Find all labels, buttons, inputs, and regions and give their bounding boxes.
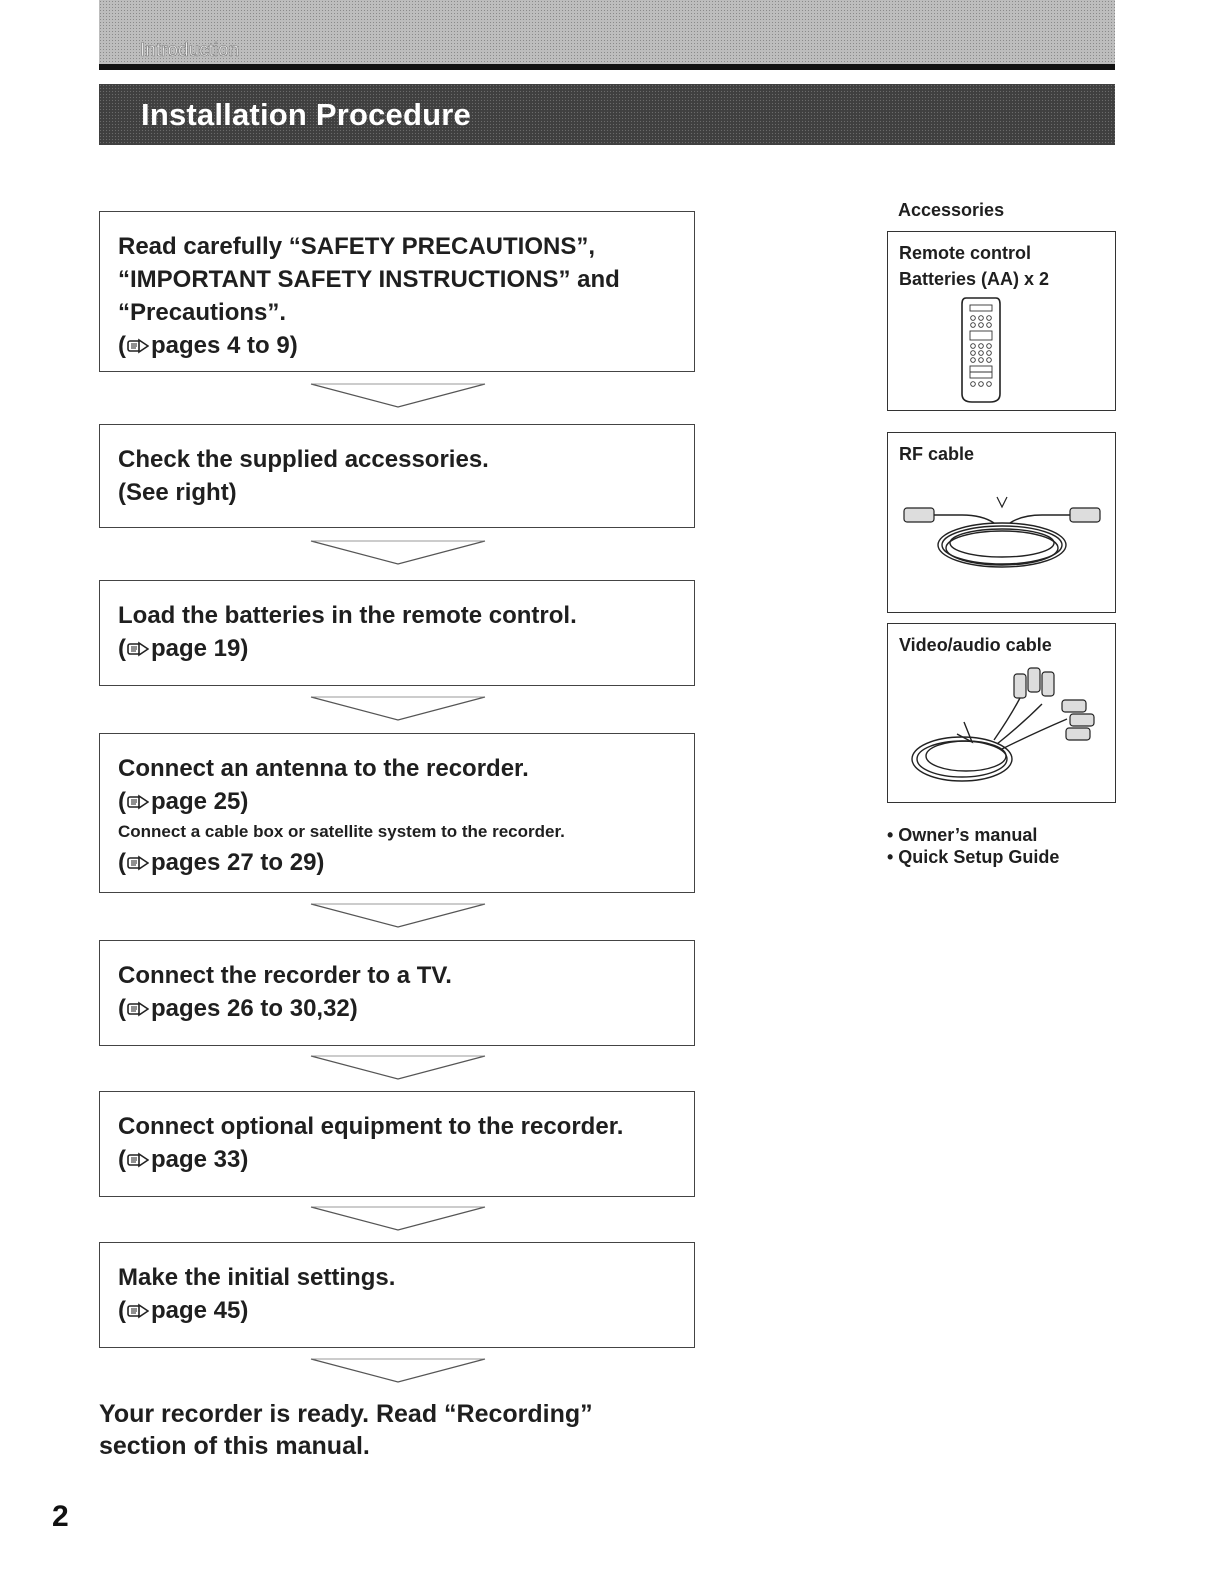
accessory-rf-cable-label: RF cable	[899, 444, 975, 464]
step-1-reference[interactable]: ( pages 4 to 9)	[118, 332, 298, 359]
step-3-line-1: Load the batteries in the remote control.	[118, 602, 577, 629]
accessory-remote-label: Remote control	[899, 243, 1032, 263]
rf-cable-icon	[902, 493, 1102, 583]
step-box-1	[99, 211, 695, 372]
page-reference-icon	[127, 854, 149, 872]
step-box-7	[99, 1242, 695, 1348]
final-message	[99, 1398, 593, 1462]
flow-arrow-icon	[310, 1055, 486, 1081]
step-2-line-1: Check the supplied accessories.	[118, 446, 489, 473]
step-1-line-1: Read carefully “SAFETY PRECAUTIONS”,	[118, 233, 595, 260]
page-reference-icon	[127, 1151, 149, 1169]
step-box-3	[99, 580, 695, 686]
step-box-2	[99, 424, 695, 528]
step-2-line-2: (See right)	[118, 479, 237, 506]
accessory-batteries-label: Batteries (AA) x 2	[899, 269, 1050, 289]
step-1-line-3: “Precautions”.	[118, 299, 287, 326]
list-item: • Quick Setup Guide	[887, 847, 1060, 867]
step-box-5	[99, 940, 695, 1046]
page-reference-icon	[127, 1000, 149, 1018]
section-label: Introduction	[140, 40, 240, 61]
page-number: 2	[52, 1500, 69, 1533]
step-5-reference[interactable]: ( pages 26 to 30,32)	[118, 995, 358, 1022]
final-line-1: Your recorder is ready. Read “Recording”	[99, 1400, 593, 1428]
list-item: • Owner’s manual	[887, 825, 1038, 845]
section-band	[99, 0, 1115, 64]
step-4-subtext: Connect a cable box or satellite system to the recorder.	[118, 822, 565, 841]
flow-arrow-icon	[310, 696, 486, 722]
step-box-4	[99, 733, 695, 893]
flow-arrow-icon	[310, 1206, 486, 1232]
flow-arrow-icon	[310, 540, 486, 566]
step-box-6	[99, 1091, 695, 1197]
step-1-line-2: “IMPORTANT SAFETY INSTRUCTIONS” and	[118, 266, 620, 293]
accessories-extras-list	[887, 824, 1059, 868]
flow-arrow-icon	[310, 383, 486, 409]
step-4-sub-reference[interactable]: ( pages 27 to 29)	[118, 849, 325, 876]
flow-arrow-icon	[310, 1358, 486, 1384]
step-6-line-1: Connect optional equipment to the recorder.	[118, 1113, 624, 1140]
step-5-line-1: Connect the recorder to a TV.	[118, 962, 452, 989]
step-4-line-1: Connect an antenna to the recorder.	[118, 755, 529, 782]
page-reference-icon	[127, 640, 149, 658]
page-reference-icon	[127, 337, 149, 355]
step-4-reference[interactable]: ( page 25)	[118, 788, 249, 815]
video-audio-cable-icon	[902, 664, 1112, 794]
flow-arrow-icon	[310, 903, 486, 929]
page-reference-icon	[127, 793, 149, 811]
accessory-rf-cable-box	[887, 432, 1116, 613]
accessory-av-cable-label: Video/audio cable	[899, 635, 1052, 655]
accessory-av-cable-box	[887, 623, 1116, 803]
step-3-reference[interactable]: ( page 19)	[118, 635, 249, 662]
header-rule	[99, 64, 1115, 70]
step-7-line-1: Make the initial settings.	[118, 1264, 396, 1291]
accessory-remote-box	[887, 231, 1116, 411]
accessories-heading: Accessories	[898, 200, 1005, 220]
page-title: Installation Procedure	[141, 97, 471, 132]
step-6-reference[interactable]: ( page 33)	[118, 1146, 249, 1173]
step-7-reference[interactable]: ( page 45)	[118, 1297, 249, 1324]
final-line-2: section of this manual.	[99, 1432, 370, 1460]
remote-control-icon	[960, 296, 1002, 404]
page-reference-icon	[127, 1302, 149, 1320]
